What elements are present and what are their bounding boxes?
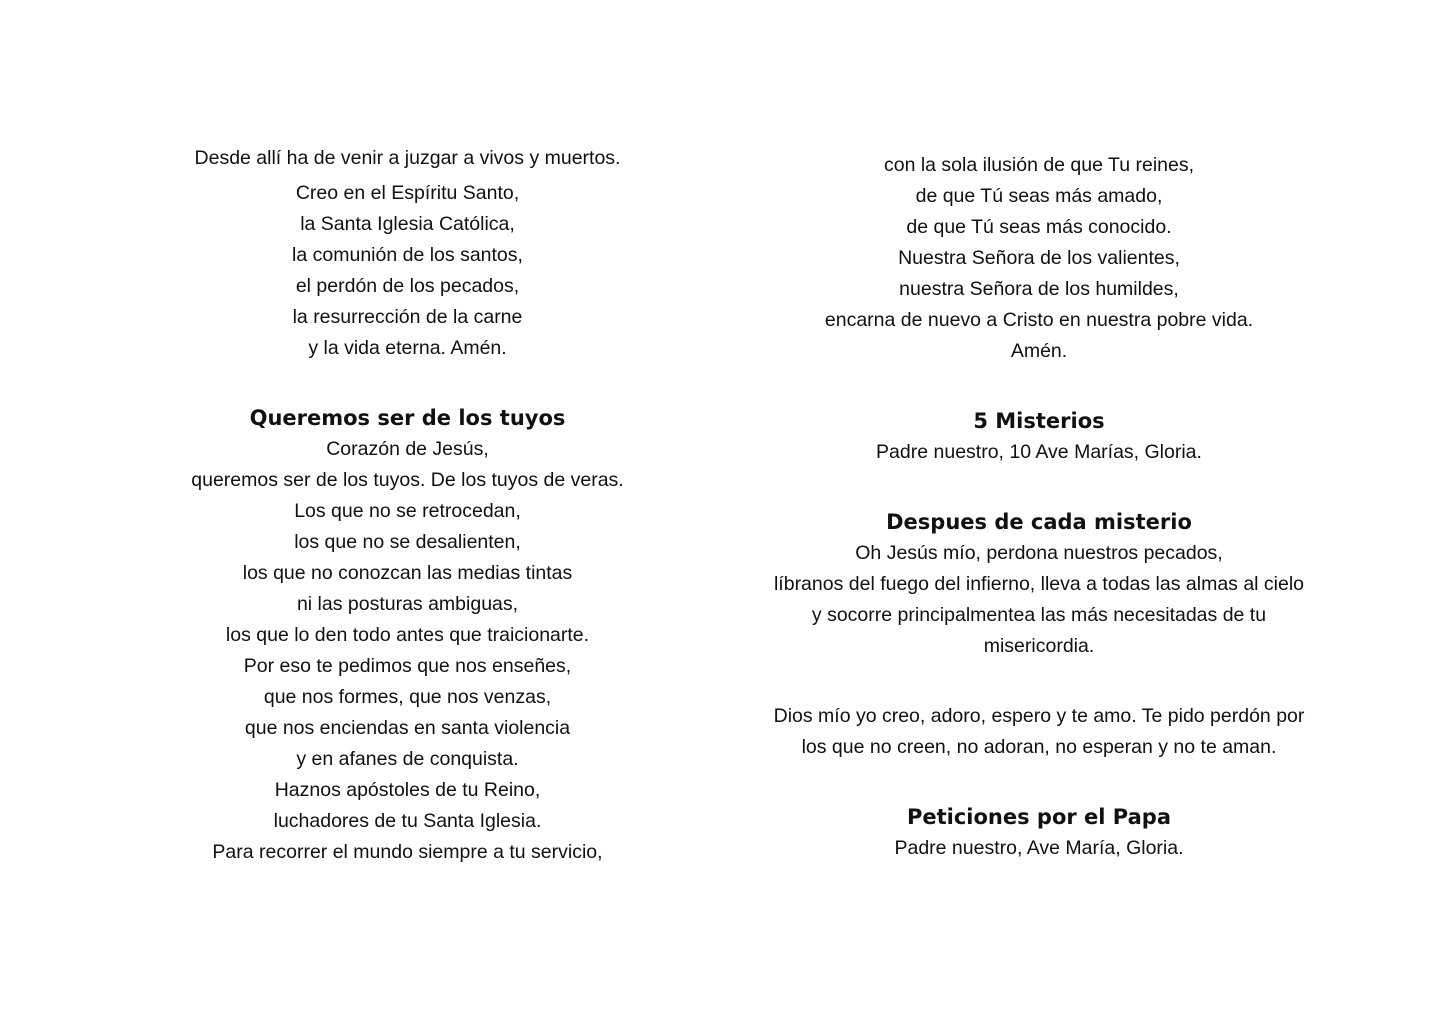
prayer-continued-line: Amén.	[1010, 340, 1068, 362]
after-mystery-heading: Despues de cada misterio	[886, 510, 1192, 534]
fatima-prayer-line: los que no creen, no adoran, no esperan y no te aman.	[801, 736, 1277, 758]
prayer-continued-line: de que Tú seas más conocido.	[906, 216, 1172, 238]
pope-text: Padre nuestro, Ave María, Gloria.	[894, 837, 1184, 859]
prayer-continued-line: nuestra Señora de los humildes,	[899, 278, 1179, 300]
creed-line: la resurrección de la carne	[292, 306, 523, 328]
prayer-line: los que no conozcan las medias tintas	[242, 562, 573, 584]
pope-heading: Peticiones por el Papa	[906, 805, 1172, 829]
mysteries-heading: 5 Misterios	[973, 409, 1105, 433]
spacer	[140, 364, 675, 403]
creed-line: y la vida eterna. Amén.	[308, 337, 507, 359]
spacer	[740, 763, 1338, 802]
prayer-continued-line: encarna de nuevo a Cristo en nuestra pobre vida.	[824, 309, 1254, 331]
creed-line-first: Desde allí ha de venir a juzgar a vivos y muertos.	[194, 147, 621, 169]
prayer-line: Por eso te pedimos que nos enseñes,	[243, 655, 572, 677]
prayer-line: Corazón de Jesús,	[326, 438, 489, 460]
creed-line: la Santa Iglesia Católica,	[300, 213, 515, 235]
creed-line: Creo en el Espíritu Santo,	[295, 182, 520, 204]
prayer-continued-line: Nuestra Señora de los valientes,	[898, 247, 1180, 269]
prayer-line: los que no se desalienten,	[294, 531, 521, 553]
after-mystery-line: y socorre principalmentea las más necesitadas de tu	[811, 604, 1267, 626]
spacer	[740, 468, 1338, 507]
prayer-line: luchadores de tu Santa Iglesia.	[273, 810, 542, 832]
prayer-line: queremos ser de los tuyos. De los tuyos de veras.	[191, 469, 624, 491]
prayer-heading: Queremos ser de los tuyos	[249, 406, 566, 430]
mysteries-text: Padre nuestro, 10 Ave Marías, Gloria.	[876, 441, 1202, 463]
prayer-line: que nos enciendas en santa violencia	[244, 717, 571, 739]
prayer-line: ni las posturas ambiguas,	[296, 593, 519, 615]
prayer-continued-line: de que Tú seas más amado,	[915, 185, 1163, 207]
fatima-prayer-line: Dios mío yo creo, adoro, espero y te amo. Te pido perdón por	[773, 705, 1305, 727]
creed-line: el perdón de los pecados,	[295, 275, 520, 297]
spacer	[740, 367, 1338, 406]
prayer-line: Los que no se retrocedan,	[294, 500, 521, 522]
right-column	[740, 150, 1338, 864]
prayer-line: y en afanes de conquista.	[296, 748, 519, 770]
spacer	[740, 662, 1338, 701]
after-mystery-line: líbranos del fuego del infierno, lleva a todas las almas al cielo	[773, 573, 1305, 595]
left-column	[140, 143, 675, 868]
after-mystery-line: misericordia.	[983, 635, 1095, 657]
prayer-line: los que lo den todo antes que traicionarte.	[225, 624, 590, 646]
prayer-line: Haznos apóstoles de tu Reino,	[274, 779, 541, 801]
after-mystery-line: Oh Jesús mío, perdona nuestros pecados,	[855, 542, 1223, 564]
prayer-continued-line: con la sola ilusión de que Tu reines,	[883, 154, 1195, 176]
creed-line: la comunión de los santos,	[292, 244, 523, 266]
prayer-line: que nos formes, que nos venzas,	[263, 686, 552, 708]
prayer-line: Para recorrer el mundo siempre a tu servicio,	[212, 841, 603, 863]
